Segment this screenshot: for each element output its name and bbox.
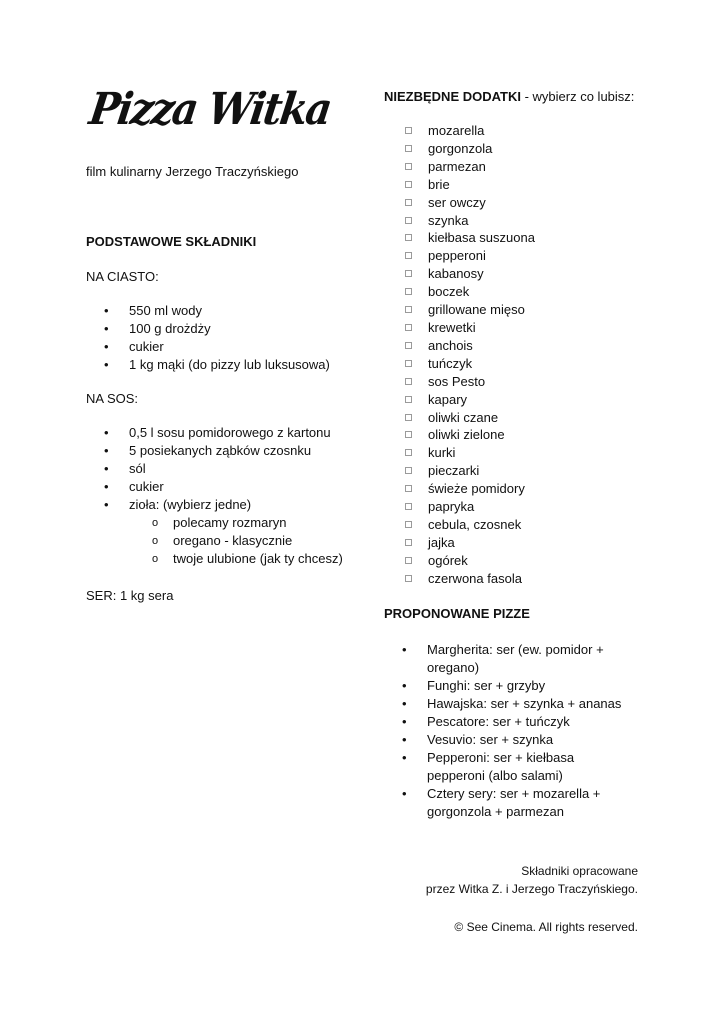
topping-item [384, 337, 684, 355]
checkbox-square-icon [405, 396, 412, 403]
topping-item [384, 516, 684, 534]
checkbox-square-icon [405, 217, 412, 224]
herb-list [86, 514, 376, 568]
footer-copyright: © See Cinema. All rights reserved. [454, 920, 638, 934]
topping-item [384, 283, 684, 301]
toppings-heading-line [384, 88, 684, 106]
topping-item-text: kapary [428, 391, 468, 407]
topping-item [384, 158, 684, 176]
sauce-label: NA SOS: [86, 391, 139, 406]
dough-item-text: cukier [129, 339, 164, 354]
sauce-item-text: 0,5 l sosu pomidorowego z kartonu [129, 425, 331, 440]
topping-item-text: sos Pesto [428, 373, 486, 389]
topping-item-text: brie [428, 176, 450, 192]
pizza-item [384, 641, 624, 677]
topping-item [384, 194, 684, 212]
sauce-item-text: zioła: (wybierz jedne) [129, 497, 252, 512]
topping-item-text: oliwki czane [428, 409, 499, 425]
topping-item [384, 373, 684, 391]
checkbox-square-icon [405, 467, 412, 474]
topping-item-text: papryka [428, 499, 475, 515]
pizza-item [384, 731, 624, 749]
pizza-item-text: Pepperoni: ser + kiełbasa pepperoni (albo salami) [427, 749, 575, 783]
sauce-item-text: 5 posiekanych ząbków czosnku [129, 443, 312, 458]
sauce-item [86, 442, 376, 460]
herb-item [86, 514, 376, 532]
checkbox-square-icon [405, 127, 412, 134]
topping-item [384, 534, 684, 552]
pizza-item [384, 785, 624, 821]
pizza-item [384, 677, 624, 695]
pizzas-heading: PROPONOWANE PIZZE [384, 605, 530, 621]
checkbox-square-icon [405, 145, 412, 152]
topping-item [384, 480, 684, 498]
toppings-list [384, 122, 684, 588]
checkbox-square-icon [405, 324, 412, 331]
topping-item-text: parmezan [428, 158, 486, 174]
dough-list [86, 302, 376, 374]
checkbox-square-icon [405, 539, 412, 546]
topping-item [384, 247, 684, 265]
dough-item [86, 302, 376, 320]
dough-item [86, 338, 376, 356]
topping-item [384, 426, 684, 444]
topping-item-text: anchois [428, 337, 473, 353]
topping-item [384, 176, 684, 194]
topping-item [384, 319, 684, 337]
pizza-item-text: Pescatore: ser + tuńczyk [427, 713, 570, 729]
topping-item-text: czerwona fasola [428, 570, 522, 586]
dough-item [86, 356, 376, 374]
sauce-list [86, 424, 376, 514]
checkbox-square-icon [405, 378, 412, 385]
topping-item-text: kabanosy [428, 266, 484, 282]
topping-item [384, 265, 684, 283]
topping-item-text: kurki [428, 445, 456, 461]
left-column [86, 78, 376, 605]
topping-item-text: ser owczy [428, 194, 486, 210]
right-column [384, 88, 684, 821]
topping-item-text: krewetki [428, 319, 476, 335]
toppings-heading: NIEZBĘDNE DODATKI [384, 89, 521, 104]
sauce-item-text: sól [129, 461, 146, 476]
footer-credits-line-2: przez Witka Z. i Jerzego Traczyńskiego. [425, 882, 638, 896]
topping-item [384, 570, 684, 588]
checkbox-square-icon [405, 557, 412, 564]
pizza-list [384, 641, 624, 821]
checkbox-square-icon [405, 342, 412, 349]
topping-item-text: mozarella [428, 123, 485, 138]
topping-item [384, 122, 684, 140]
pizza-item-text: Cztery sery: ser + mozarella + gorgonzola + parmezan [427, 785, 601, 819]
topping-item-text: ogórek [428, 552, 468, 568]
topping-item [384, 212, 684, 230]
checkbox-square-icon [405, 306, 412, 313]
herb-item-text: oregano - klasycznie [173, 533, 293, 548]
checkbox-square-icon [405, 575, 412, 582]
pizza-item-text: Vesuvio: ser + szynka [427, 731, 554, 747]
dough-label: NA CIASTO: [86, 269, 159, 284]
pizza-item [384, 695, 624, 713]
topping-item [384, 409, 684, 427]
toppings-heading-suffix: - wybierz co lubisz: [520, 89, 635, 104]
checkbox-square-icon [405, 234, 412, 241]
footer-credits-line-1: Składniki opracowane [521, 864, 638, 878]
topping-item-text: grillowane mięso [428, 302, 525, 318]
topping-item-text: oliwki zielone [428, 427, 505, 443]
pizza-item [384, 713, 624, 731]
sauce-item [86, 478, 376, 496]
topping-item [384, 140, 684, 158]
checkbox-square-icon [405, 431, 412, 438]
topping-item-text: boczek [428, 284, 470, 300]
page-title: Pizza Witka [86, 83, 334, 135]
sauce-item [86, 424, 376, 442]
topping-item-text: tuńczyk [428, 355, 473, 371]
checkbox-square-icon [405, 360, 412, 367]
topping-item [384, 444, 684, 462]
topping-item-text: świeże pomidory [428, 481, 525, 497]
topping-item [384, 355, 684, 373]
checkbox-square-icon [405, 449, 412, 456]
dough-item-text: 1 kg mąki (do pizzy lub luksusowa) [129, 357, 330, 372]
sauce-item-text: cukier [129, 479, 164, 494]
topping-item-text: jajka [428, 534, 455, 550]
checkbox-square-icon [405, 252, 412, 259]
checkbox-square-icon [405, 485, 412, 492]
sauce-item [86, 460, 376, 478]
topping-item-text: kiełbasa suszuona [428, 230, 535, 246]
pizza-item [384, 749, 624, 785]
topping-item [384, 552, 684, 570]
checkbox-square-icon [405, 414, 412, 421]
topping-item-text: pieczarki [428, 463, 480, 479]
pizza-item-text: Funghi: ser + grzyby [427, 677, 546, 693]
checkbox-square-icon [405, 199, 412, 206]
checkbox-square-icon [405, 270, 412, 277]
topping-item [384, 498, 684, 516]
topping-item-text: pepperoni [428, 248, 486, 264]
topping-item [384, 462, 684, 480]
cheese-line: SER: 1 kg sera [86, 588, 174, 603]
checkbox-square-icon [405, 181, 412, 188]
pizza-item-text: Hawajska: ser + szynka + ananas [427, 695, 622, 711]
checkbox-square-icon [405, 288, 412, 295]
dough-item [86, 320, 376, 338]
subtitle: film kulinarny Jerzego Traczyńskiego [86, 164, 299, 179]
topping-item-text: szynka [428, 212, 469, 228]
sauce-item [86, 496, 376, 514]
pizza-item-text: Margherita: ser (ew. pomidor + oregano) [427, 641, 604, 675]
topping-item-text: cebula, czosnek [428, 516, 522, 532]
checkbox-square-icon [405, 163, 412, 170]
dough-item-text: 100 g drożdży [129, 321, 211, 336]
topping-item [384, 229, 684, 247]
checkbox-square-icon [405, 503, 412, 510]
herb-item-text: polecamy rozmaryn [173, 515, 287, 530]
topping-item [384, 301, 684, 319]
herb-item-text: twoje ulubione (jak ty chcesz) [173, 551, 343, 566]
basic-ingredients-heading: PODSTAWOWE SKŁADNIKI [86, 234, 257, 249]
checkbox-square-icon [405, 521, 412, 528]
topping-item [384, 391, 684, 409]
herb-item [86, 532, 376, 550]
herb-item [86, 550, 376, 568]
topping-item-text: gorgonzola [428, 140, 493, 156]
dough-item-text: 550 ml wody [129, 303, 202, 318]
